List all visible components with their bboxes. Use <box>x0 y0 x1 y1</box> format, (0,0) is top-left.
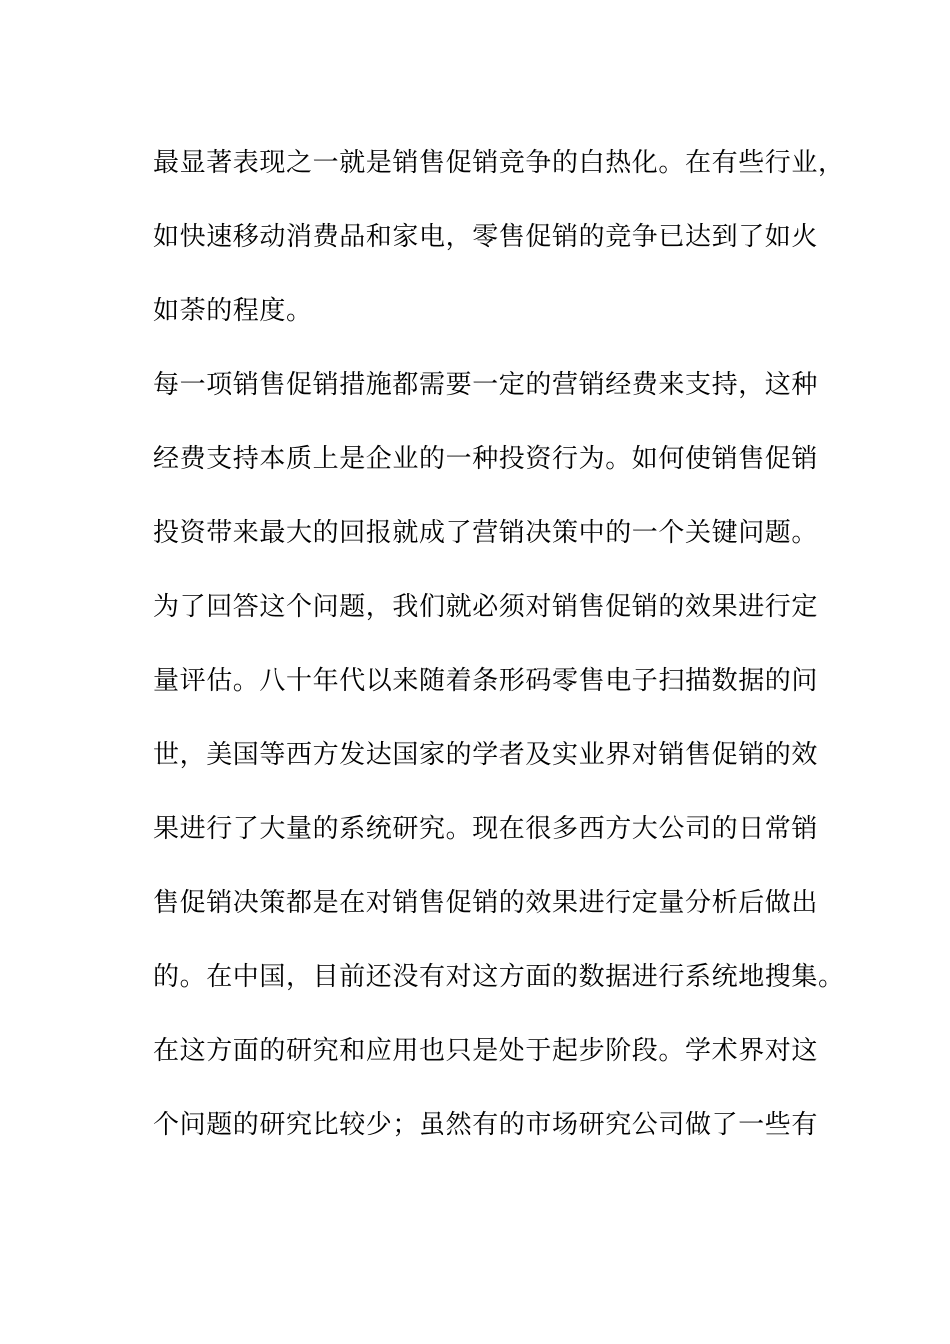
text-line: 投资带来最大的回报就成了营销决策中的一个关键问题。 <box>153 518 819 548</box>
text-line: 果进行了大量的系统研究。现在很多西方大公司的日常销 <box>153 814 819 844</box>
text-line: 量评估。八十年代以来随着条形码零售电子扫描数据的问 <box>153 666 819 696</box>
body-text <box>153 126 845 1162</box>
text-line: 经费支持本质上是企业的一种投资行为。如何使销售促销 <box>153 444 819 474</box>
text-line: 的。在中国，目前还没有对这方面的数据进行系统地搜集。 <box>153 962 845 992</box>
text-line: 在这方面的研究和应用也只是处于起步阶段。学术界对这 <box>153 1036 819 1066</box>
text-line: 如荼的程度。 <box>153 296 313 326</box>
text-line: 售促销决策都是在对销售促销的效果进行定量分析后做出 <box>153 888 819 918</box>
text-line: 世，美国等西方发达国家的学者及实业界对销售促销的效 <box>153 740 819 770</box>
text-line: 为了回答这个问题，我们就必须对销售促销的效果进行定 <box>153 592 819 622</box>
text-line: 每一项销售促销措施都需要一定的营销经费来支持，这种 <box>153 370 819 400</box>
text-line: 如快速移动消费品和家电，零售促销的竞争已达到了如火 <box>153 222 819 252</box>
text-line: 个问题的研究比较少；虽然有的市场研究公司做了一些有 <box>153 1110 819 1140</box>
text-line: 最显著表现之一就是销售促销竞争的白热化。在有些行业， <box>153 148 845 178</box>
